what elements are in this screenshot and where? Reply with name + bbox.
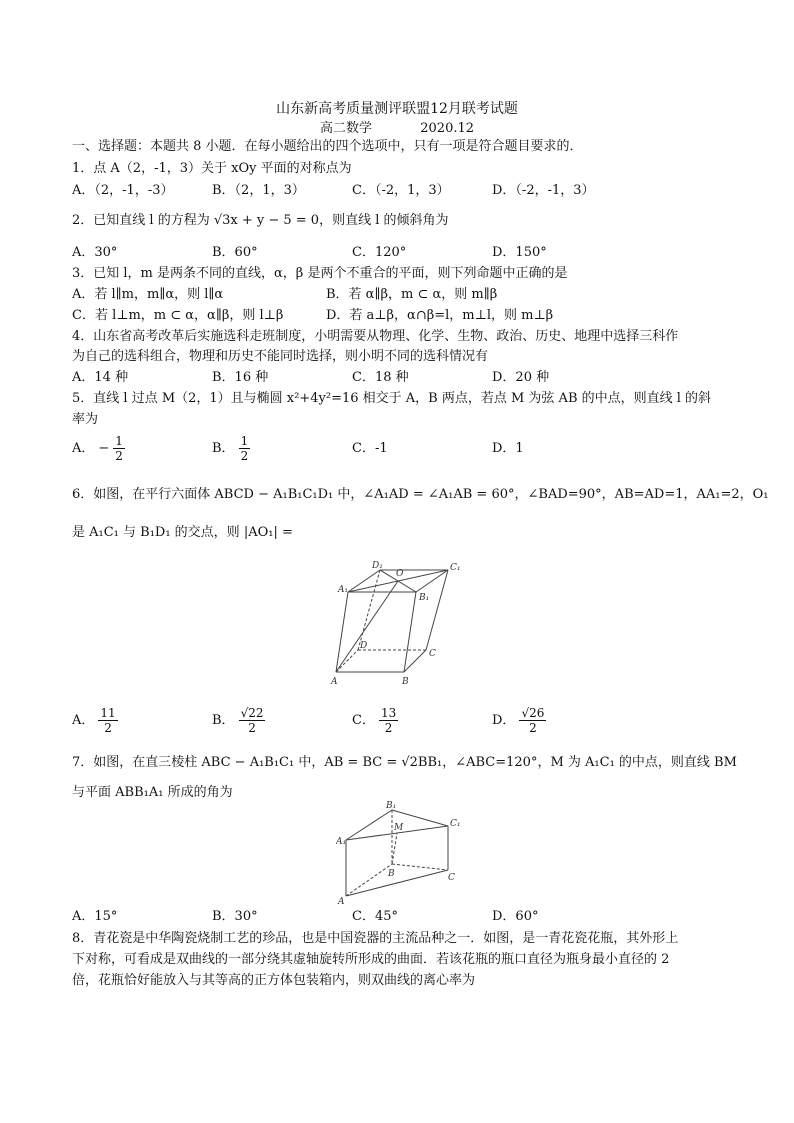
q4-option-c: C．18 种 — [352, 370, 409, 385]
q8-stem-line1: 8．青花瓷是中华陶瓷烧制工艺的珍品，也是中国瓷器的主流品种之一．如图，是一青花瓷花瓶，其外形上 — [72, 931, 679, 946]
parallelepiped-figure — [324, 560, 474, 690]
subject-label: 高二数学 — [319, 121, 372, 136]
section-heading: 一、选择题：本题共 8 小题．在每小题给出的四个选项中，只有一项是符合题目要求的． — [72, 139, 583, 154]
q3-stem: 3．已知 l，m 是两条不同的直线，α，β 是两个不重合的平面，则下列命题中正确的是 — [72, 266, 568, 281]
q5-option-a-label: A． — [72, 441, 95, 456]
label-B1: B₁ — [419, 593, 430, 603]
triangular-prism-figure — [336, 800, 466, 906]
q5-option-c: C．-1 — [352, 441, 388, 456]
q7-option-b: B．30° — [212, 909, 258, 924]
q4-stem-line1: 4．山东省高考改革后实施选科走班制度，小明需要从物理、化学、生物、政治、历史、地理中选择三科作 — [72, 329, 679, 344]
q6-option-c-fraction — [379, 706, 398, 735]
label-A1: A₁ — [336, 837, 347, 847]
q5-option-a-num: 1 — [115, 434, 123, 448]
q5-option-a — [72, 434, 125, 463]
q8-stem-line3: 倍，花瓶恰好能放入与其等高的正方体包装箱内，则双曲线的离心率为 — [72, 973, 476, 988]
q6-option-b-label: B． — [212, 713, 235, 728]
q6-stem-line1: 6．如图，在平行六面体 ABCD − A₁B₁C₁D₁ 中，∠A₁AD = ∠A₁AB = 60°，∠BAD=90°，AB=AD=1，AA₁=2，O₁ — [72, 487, 769, 502]
q7-stem-line1: 7．如图，在直三棱柱 ABC − A₁B₁C₁ 中，AB = BC = √2BB₁，∠ABC=120°，M 为 A₁C₁ 的中点，则直线 BM — [72, 755, 737, 770]
q3-option-c: C．若 l⊥m，m ⊂ α，α∥β，则 l⊥β — [72, 308, 284, 323]
q2-option-c: C．120° — [352, 245, 407, 260]
q2-option-b: B．60° — [212, 245, 258, 260]
q6-option-a-label: A． — [72, 713, 95, 728]
q7-option-a: A．15° — [72, 909, 118, 924]
q6-option-a-num: 11 — [100, 706, 116, 720]
label-A: A — [331, 677, 338, 687]
q5-option-b-fraction — [239, 434, 251, 463]
q5-stem-line2: 率为 — [72, 412, 99, 427]
label-A: A — [338, 897, 345, 906]
q7-option-c: C．45° — [352, 909, 398, 924]
label-C1: C₁ — [450, 819, 461, 829]
q4-option-a: A．14 种 — [72, 370, 129, 385]
q1-option-c: C．（-2，1，3） — [352, 183, 450, 198]
q5-option-a-fraction — [113, 434, 125, 463]
label-B: B — [402, 677, 409, 687]
q7-stem-line2: 与平面 ABB₁A₁ 所成的角为 — [72, 785, 233, 800]
q1-option-d: D．（-2，-1，3） — [492, 183, 595, 198]
label-C1: C₁ — [450, 563, 461, 573]
q6-option-b-den: 2 — [248, 721, 256, 735]
label-C: C — [429, 649, 436, 659]
exam-title: 山东新高考质量测评联盟12月联考试题 — [276, 101, 518, 117]
q6-option-c-num: 13 — [380, 706, 397, 720]
q6-option-c-den: 2 — [384, 721, 393, 735]
q5-option-a-den: 2 — [115, 449, 123, 463]
q8-stem-line2: 下对称，可看成是双曲线的一部分绕其虚轴旋转所形成的曲面．若该花瓶的瓶口直径为瓶身最小直径的 2 — [72, 952, 670, 967]
label-D: D — [360, 641, 368, 651]
q5-option-b — [212, 434, 250, 463]
q3-option-b: B．若 α∥β，m ⊂ α，则 m∥β — [326, 287, 498, 302]
q3-option-a: A．若 l∥m，m∥α，则 l∥α — [72, 287, 224, 302]
q6-option-a — [72, 706, 118, 735]
q6-option-d-den: 2 — [529, 721, 537, 735]
q6-option-d-fraction — [519, 706, 546, 735]
q2-stem: 2．已知直线 l 的方程为 √3x + y − 5 = 0，则直线 l 的倾斜角为 — [72, 213, 449, 228]
q6-option-d-label: D． — [492, 713, 516, 728]
q1-option-a: A．（2，-1，-3） — [72, 183, 174, 198]
q6-option-b-num: √22 — [240, 706, 264, 720]
q6-stem-line2: 是 A₁C₁ 与 B₁D₁ 的交点，则 |AO₁| = — [72, 525, 293, 540]
q2-option-d: D．150° — [492, 245, 547, 260]
q6-option-b-fraction — [239, 706, 266, 735]
label-C: C — [448, 873, 455, 883]
q2-option-a: A．30° — [72, 245, 118, 260]
q1-option-b: B．（2，1，3） — [212, 183, 305, 198]
label-A1: A₁ — [338, 585, 349, 595]
q6-option-d — [492, 706, 546, 735]
label-B1: B₁ — [386, 801, 397, 811]
q6-option-a-den: 2 — [104, 721, 112, 735]
q7-option-d: D．60° — [492, 909, 539, 924]
label-B: B — [388, 869, 395, 879]
exam-subtitle — [0, 117, 794, 136]
q5-option-a-sign: − — [98, 440, 110, 456]
label-D1: D₁ — [372, 561, 383, 571]
q4-option-d: D．20 种 — [492, 370, 550, 385]
q5-option-b-den: 2 — [240, 449, 249, 463]
q6-option-a-fraction — [98, 706, 117, 735]
q4-stem-line2: 为自己的选科组合，物理和历史不能同时选择，则小明不同的选科情况有 — [72, 349, 489, 364]
q6-option-b — [212, 706, 265, 735]
label-M: M — [394, 823, 404, 833]
q6-option-c — [352, 706, 398, 735]
q5-option-b-label: B． — [212, 441, 235, 456]
label-O: O — [396, 569, 404, 579]
q3-option-d: D．若 a⊥β，α∩β=l，m⊥l，则 m⊥β — [326, 308, 554, 323]
q5-stem-line1: 5．直线 l 过点 M（2，1）且与椭圆 x²+4y²=16 相交于 A，B 两点，若点 M 为弦 AB 的中点，则直线 l 的斜 — [72, 391, 712, 406]
q5-option-b-num: 1 — [240, 434, 249, 448]
q1-stem: 1．点 A（2，-1，3）关于 xOy 平面的对称点为 — [72, 161, 352, 176]
q4-option-b: B．16 种 — [212, 370, 269, 385]
q5-option-d: D．1 — [492, 441, 524, 456]
q6-option-d-num: √26 — [521, 706, 545, 720]
q6-option-c-label: C． — [352, 713, 375, 728]
exam-date: 2020.12 — [420, 121, 475, 136]
